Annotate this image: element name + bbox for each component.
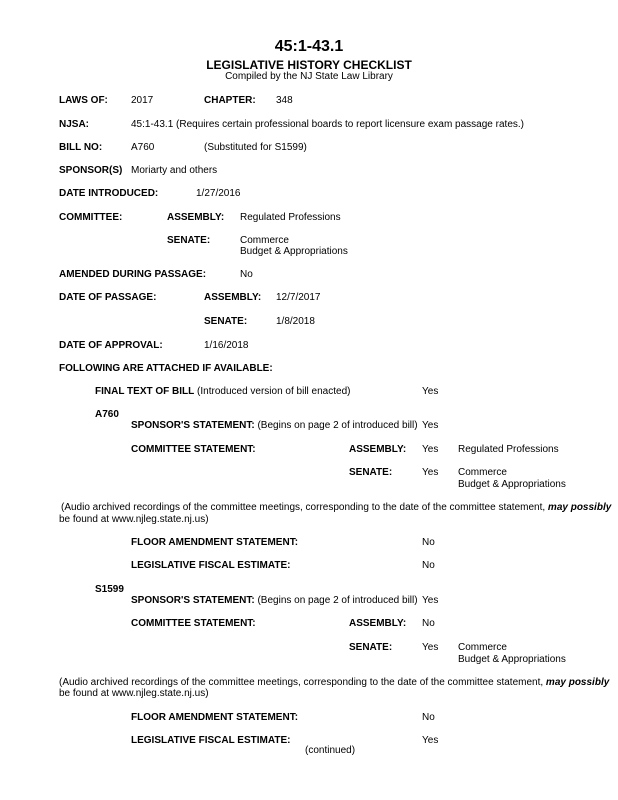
- passage-senate-value: 1/8/2018: [276, 316, 315, 327]
- citation-title: 45:1-43.1: [274, 38, 344, 55]
- a760-sponsor-statement-value: Yes: [422, 420, 439, 431]
- s1599-sponsor-statement-label: SPONSOR'S STATEMENT:: [131, 595, 255, 606]
- s1599-sponsor-statement-row: [131, 595, 418, 607]
- s1599-fiscal-label: LEGISLATIVE FISCAL ESTIMATE:: [131, 735, 291, 746]
- passage-assembly-label: ASSEMBLY:: [204, 292, 262, 303]
- bill-no-value: A760: [131, 142, 155, 153]
- njsa-label: NJSA:: [59, 119, 90, 130]
- s1599-senate-value: Yes: [422, 642, 439, 653]
- s1599-audio-note-line-2: be found at www.njleg.state.nj.us): [59, 688, 209, 699]
- s1599-floor-label: FLOOR AMENDMENT STATEMENT:: [131, 712, 299, 723]
- committee-label: COMMITTEE:: [59, 212, 123, 223]
- chapter-label: CHAPTER:: [204, 95, 256, 106]
- sponsor-label: SPONSOR(S): [59, 165, 123, 176]
- page-title: LEGISLATIVE HISTORY CHECKLIST: [206, 58, 412, 72]
- passage-senate-label: SENATE:: [204, 316, 248, 327]
- committee-senate-value-1: Commerce: [240, 235, 289, 246]
- date-introduced-value: 1/27/2016: [196, 188, 241, 199]
- a760-audio-note-text: (Audio archived recordings of the committee meetings, corresponding to the date of the committee statement,: [61, 502, 546, 513]
- s1599-sponsor-statement-note: (Begins on page 2 of introduced bill): [257, 595, 418, 606]
- sponsor-value: Moriarty and others: [131, 165, 218, 176]
- s1599-floor-value: No: [422, 712, 435, 723]
- bill-no-label: BILL NO:: [59, 142, 103, 153]
- s1599-assembly-label: ASSEMBLY:: [349, 618, 407, 629]
- continued-note: (continued): [305, 745, 356, 756]
- s1599-senate-committee-2: Budget & Appropriations: [458, 654, 566, 665]
- s1599-fiscal-value: Yes: [422, 735, 439, 746]
- amended-label: AMENDED DURING PASSAGE:: [59, 269, 207, 280]
- a760-assembly-value: Yes: [422, 444, 439, 455]
- njsa-value: 45:1-43.1 (Requires certain professional boards to report licensure exam passage rates.): [131, 119, 524, 130]
- a760-floor-value: No: [422, 537, 435, 548]
- compiled-by: Compiled by the NJ State Law Library: [225, 71, 393, 82]
- s1599-bill-label: S1599: [95, 584, 124, 595]
- s1599-assembly-value: No: [422, 618, 435, 629]
- laws-of-label: LAWS OF:: [59, 95, 108, 106]
- passage-assembly-value: 12/7/2017: [276, 292, 321, 303]
- a760-floor-label: FLOOR AMENDMENT STATEMENT:: [131, 537, 299, 548]
- a760-fiscal-label: LEGISLATIVE FISCAL ESTIMATE:: [131, 560, 291, 571]
- approval-value: 1/16/2018: [204, 340, 249, 351]
- committee-assembly-value: Regulated Professions: [240, 212, 341, 223]
- attached-heading: FOLLOWING ARE ATTACHED IF AVAILABLE:: [59, 363, 273, 374]
- laws-of-value: 2017: [131, 95, 154, 106]
- passage-label: DATE OF PASSAGE:: [59, 292, 157, 303]
- a760-fiscal-value: No: [422, 560, 435, 571]
- a760-sponsor-statement-label: SPONSOR'S STATEMENT:: [131, 420, 255, 431]
- a760-senate-value: Yes: [422, 467, 439, 478]
- a760-bill-label: A760: [95, 409, 119, 420]
- s1599-sponsor-statement-value: Yes: [422, 595, 439, 606]
- chapter-value: 348: [276, 95, 293, 106]
- s1599-senate-label: SENATE:: [349, 642, 393, 653]
- a760-committee-statement-label: COMMITTEE STATEMENT:: [131, 444, 256, 455]
- final-text-note: (Introduced version of bill enacted): [197, 386, 351, 397]
- a760-sponsor-statement-row: [131, 420, 418, 432]
- a760-sponsor-statement-note: (Begins on page 2 of introduced bill): [257, 420, 418, 431]
- a760-senate-committee-2: Budget & Appropriations: [458, 479, 566, 490]
- final-text-value: Yes: [422, 386, 439, 397]
- a760-senate-label: SENATE:: [349, 467, 393, 478]
- a760-audio-note-line-1: [61, 502, 611, 514]
- amended-value: No: [240, 269, 253, 280]
- a760-assembly-label: ASSEMBLY:: [349, 444, 407, 455]
- s1599-committee-statement-label: COMMITTEE STATEMENT:: [131, 618, 256, 629]
- s1599-audio-note-emphasis: may possibly: [545, 677, 610, 688]
- approval-label: DATE OF APPROVAL:: [59, 340, 163, 351]
- s1599-senate-committee-1: Commerce: [458, 642, 507, 653]
- final-text-label: FINAL TEXT OF BILL: [95, 386, 195, 397]
- a760-senate-committee-1: Commerce: [458, 467, 507, 478]
- committee-senate-value-2: Budget & Appropriations: [240, 246, 348, 257]
- committee-senate-label: SENATE:: [167, 235, 211, 246]
- s1599-audio-note-text: (Audio archived recordings of the committee meetings, corresponding to the date of the committee statement,: [59, 677, 544, 688]
- a760-audio-note-emphasis: may possibly: [547, 502, 612, 513]
- date-introduced-label: DATE INTRODUCED:: [59, 188, 159, 199]
- a760-audio-note-line-2: be found at www.njleg.state.nj.us): [59, 514, 209, 525]
- committee-assembly-label: ASSEMBLY:: [167, 212, 225, 223]
- a760-assembly-committee: Regulated Professions: [458, 444, 559, 455]
- final-text-row: [95, 386, 350, 398]
- bill-no-note: (Substituted for S1599): [204, 142, 307, 153]
